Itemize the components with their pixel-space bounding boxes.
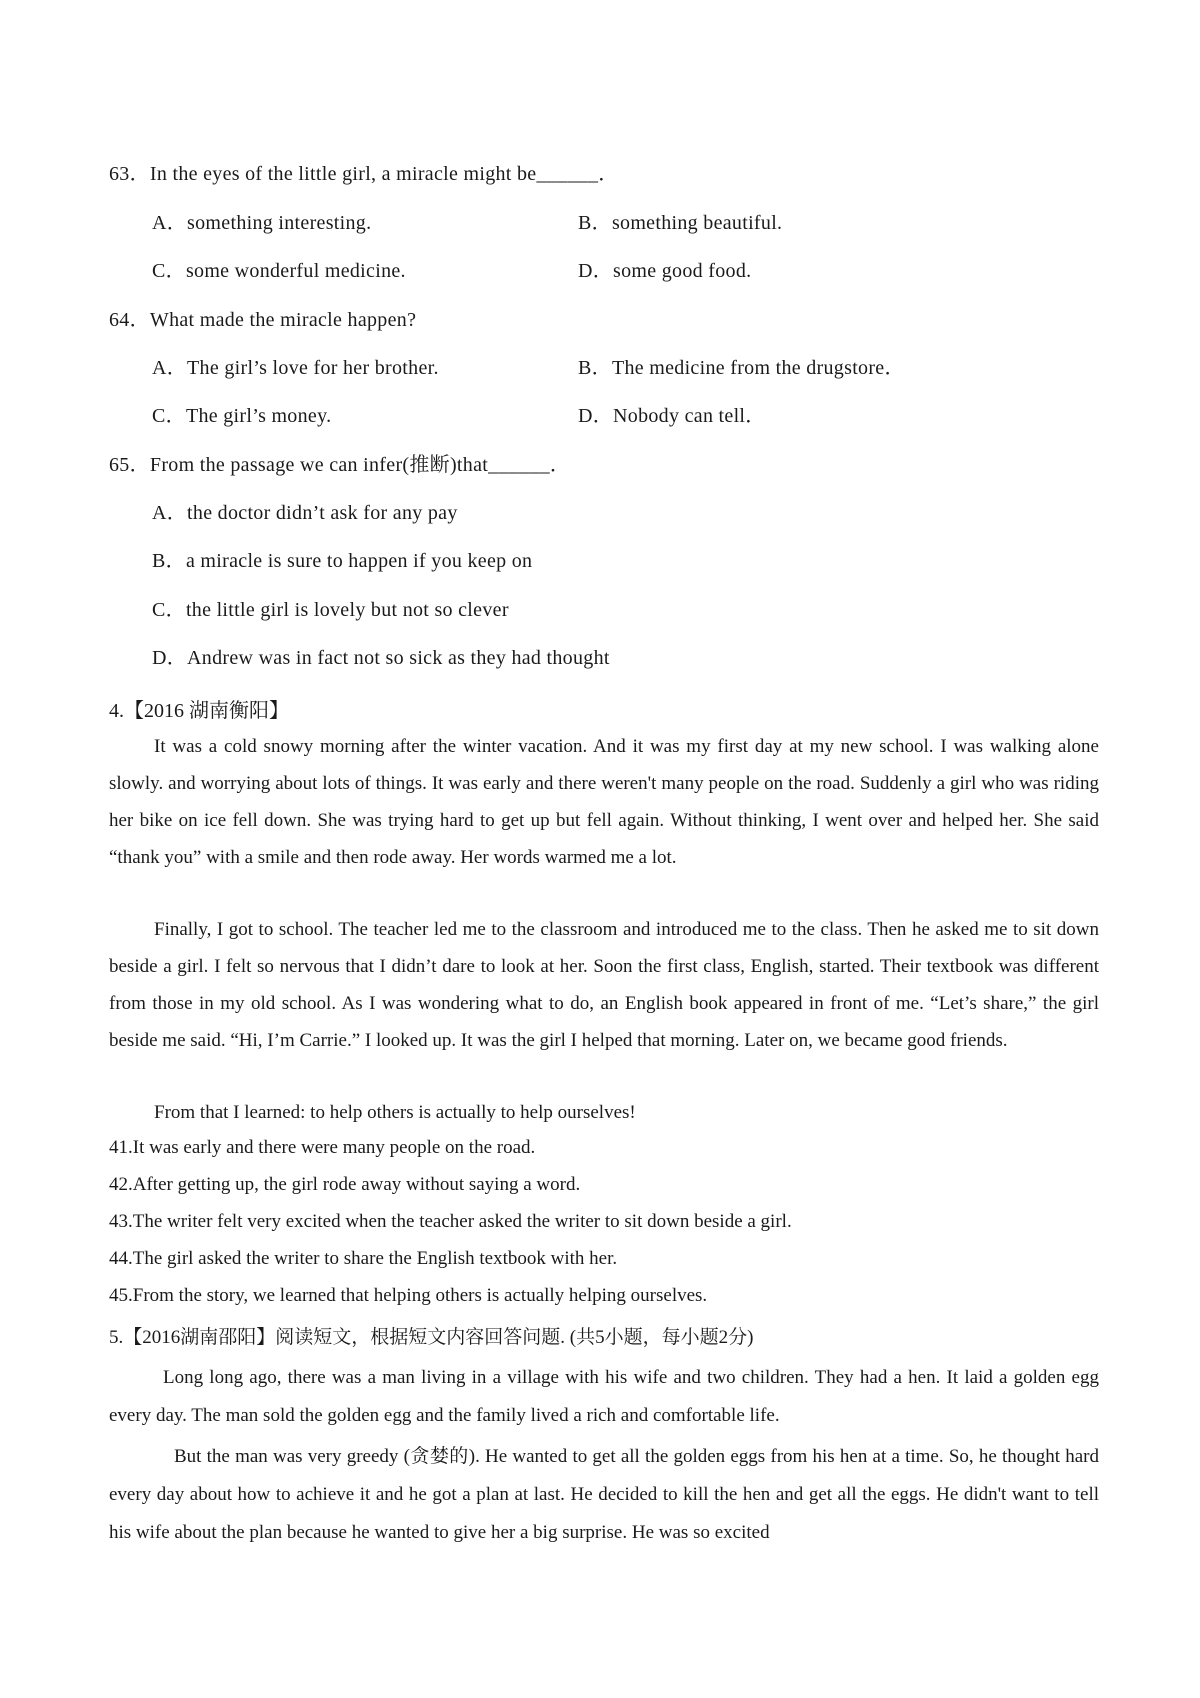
question-64-option-b: B．The medicine from the drugstore． [578, 357, 905, 379]
question-64-option-d: D．Nobody can tell． [578, 405, 766, 427]
section-4-paragraph-1: It was a cold snowy morning after the winter vacation. And it was my first day at my new school. I was walking alone slowly. and worrying about lots of things. It was early and there weren't many people on the road. Suddenly a girl who was riding her bike on ice fell down. She was trying hard to get up but fell again. Without thinking, I went over and helped her. She said “thank you” with a smile and then rode away. Her words warmed me a lot. [109, 736, 1099, 868]
question-63-option-d: D．some good food. [578, 260, 752, 282]
question-63-stem: 63．In the eyes of the little girl, a miracle might be______． [109, 163, 619, 185]
section-5-heading: 5.【2016湖南邵阳】阅读短文，根据短文内容回答问题. (共5小题，每小题2分) [109, 1327, 754, 1348]
question-63-option-c: C．some wonderful medicine. [152, 260, 406, 282]
statement-42: 42.After getting up, the girl rode away without saying a word. [109, 1174, 581, 1195]
question-65-option-b: B．a miracle is sure to happen if you keep on [152, 550, 533, 572]
question-64-option-c: C．The girl’s money. [152, 405, 332, 427]
statement-45: 45.From the story, we learned that helping others is actually helping ourselves. [109, 1285, 708, 1306]
section-5-paragraph-1: Long long ago, there was a man living in a village with his wife and two children. They had a hen. It laid a golden egg every day. The man sold the golden egg and the family lived a rich and comfortable life. [109, 1367, 1099, 1426]
section-5-paragraph-2: But the man was very greedy (贪婪的). He wanted to get all the golden eggs from his hen at a time. So, he thought hard every day about how to achieve it and he got a plan at last. He decided to kill the hen and get all the eggs. He didn't want to tell his wife about the plan because he wanted to give her a big surprise. He was so excited [109, 1446, 1099, 1543]
question-64-option-a: A．The girl’s love for her brother. [152, 357, 439, 379]
statement-44: 44.The girl asked the writer to share the English textbook with her. [109, 1248, 618, 1269]
section-4-paragraph-2: Finally, I got to school. The teacher led me to the classroom and introduced me to the class. Then he asked me to sit down beside a girl. I felt so nervous that I didn’t dare to look at her. Soon the first class, English, started. Their textbook was different from those in my old school. As I was wondering what to do, an English book appeared in front of me. “Let’s share,” the girl beside me said. “Hi, I’m Carrie.” I looked up. It was the girl I helped that morning. Later on, we became good friends. [109, 919, 1099, 1051]
question-65-stem: 65．From the passage we can infer(推断)that______． [109, 454, 571, 476]
question-65-option-d: D．Andrew was in fact not so sick as they had thought [152, 647, 610, 669]
statement-41: 41.It was early and there were many people on the road. [109, 1137, 536, 1158]
question-64-stem: 64．What made the miracle happen? [109, 309, 417, 331]
section-4-paragraph-3: From that I learned: to help others is actually to help ourselves! [154, 1102, 636, 1123]
question-65-option-c: C．the little girl is lovely but not so clever [152, 599, 509, 621]
question-63-option-a: A．something interesting. [152, 212, 372, 234]
section-4-heading: 4.【2016 湖南衡阳】 [109, 700, 289, 722]
question-65-option-a: A．the doctor didn’t ask for any pay [152, 502, 458, 524]
question-63-option-b: B．something beautiful. [578, 212, 783, 234]
statement-43: 43.The writer felt very excited when the teacher asked the writer to sit down beside a girl. [109, 1211, 792, 1232]
